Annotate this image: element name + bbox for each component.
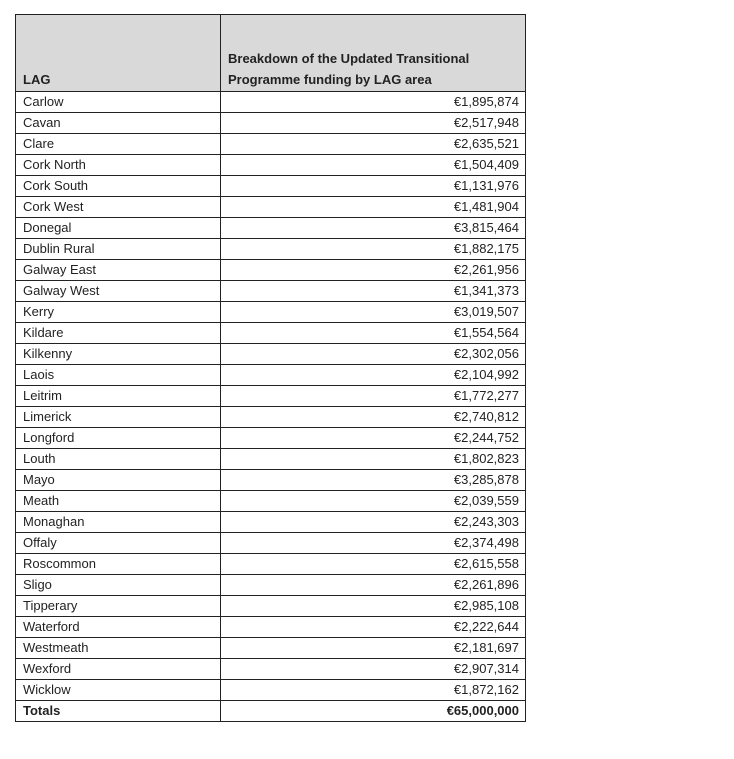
lag-name-cell: Dublin Rural [16, 239, 221, 260]
funding-amount-cell: €1,872,162 [221, 680, 526, 701]
table-row [16, 197, 526, 218]
funding-amount-cell: €1,895,874 [221, 92, 526, 113]
funding-amount-cell: €2,985,108 [221, 596, 526, 617]
funding-amount-cell: €1,131,976 [221, 176, 526, 197]
totals-label: Totals [16, 701, 221, 722]
lag-name-cell: Louth [16, 449, 221, 470]
lag-name-cell: Donegal [16, 218, 221, 239]
lag-name-cell: Galway West [16, 281, 221, 302]
totals-row [16, 701, 526, 722]
funding-amount-cell: €1,481,904 [221, 197, 526, 218]
lag-name-cell: Longford [16, 428, 221, 449]
table-row [16, 596, 526, 617]
table-row [16, 323, 526, 344]
funding-amount-cell: €2,907,314 [221, 659, 526, 680]
funding-amount-cell: €3,285,878 [221, 470, 526, 491]
lag-name-cell: Westmeath [16, 638, 221, 659]
funding-amount-cell: €1,802,823 [221, 449, 526, 470]
lag-name-cell: Mayo [16, 470, 221, 491]
lag-name-cell: Kerry [16, 302, 221, 323]
lag-name-cell: Cork South [16, 176, 221, 197]
lag-name-cell: Waterford [16, 617, 221, 638]
funding-amount-cell: €1,504,409 [221, 155, 526, 176]
table-body [16, 92, 526, 701]
totals-amount: €65,000,000 [221, 701, 526, 722]
funding-amount-cell: €2,104,992 [221, 365, 526, 386]
lag-name-cell: Wicklow [16, 680, 221, 701]
header-funding-breakdown: Breakdown of the Updated Transitional Programme funding by LAG area [221, 15, 526, 92]
table-row [16, 491, 526, 512]
funding-amount-cell: €2,615,558 [221, 554, 526, 575]
lag-name-cell: Monaghan [16, 512, 221, 533]
table-row [16, 680, 526, 701]
lag-name-cell: Cork West [16, 197, 221, 218]
funding-amount-cell: €2,261,896 [221, 575, 526, 596]
funding-amount-cell: €1,882,175 [221, 239, 526, 260]
funding-amount-cell: €2,517,948 [221, 113, 526, 134]
table-row [16, 407, 526, 428]
funding-amount-cell: €1,554,564 [221, 323, 526, 344]
lag-name-cell: Kilkenny [16, 344, 221, 365]
lag-name-cell: Roscommon [16, 554, 221, 575]
table-row [16, 575, 526, 596]
table-row [16, 302, 526, 323]
table-row [16, 155, 526, 176]
table-row [16, 470, 526, 491]
table-row [16, 113, 526, 134]
funding-amount-cell: €2,302,056 [221, 344, 526, 365]
lag-funding-table [15, 14, 526, 722]
lag-name-cell: Meath [16, 491, 221, 512]
lag-name-cell: Limerick [16, 407, 221, 428]
lag-name-cell: Galway East [16, 260, 221, 281]
funding-amount-cell: €2,244,752 [221, 428, 526, 449]
lag-name-cell: Kildare [16, 323, 221, 344]
table-row [16, 239, 526, 260]
funding-amount-cell: €2,039,559 [221, 491, 526, 512]
table-header-row [16, 15, 526, 92]
table-row [16, 176, 526, 197]
funding-amount-cell: €2,222,644 [221, 617, 526, 638]
lag-name-cell: Cork North [16, 155, 221, 176]
table-row [16, 638, 526, 659]
table-row [16, 659, 526, 680]
funding-amount-cell: €1,341,373 [221, 281, 526, 302]
funding-amount-cell: €2,261,956 [221, 260, 526, 281]
table-row [16, 386, 526, 407]
funding-amount-cell: €1,772,277 [221, 386, 526, 407]
funding-amount-cell: €2,374,498 [221, 533, 526, 554]
table-row [16, 512, 526, 533]
table-row [16, 92, 526, 113]
lag-name-cell: Sligo [16, 575, 221, 596]
lag-name-cell: Leitrim [16, 386, 221, 407]
table-row [16, 281, 526, 302]
table-row [16, 218, 526, 239]
lag-name-cell: Carlow [16, 92, 221, 113]
lag-name-cell: Wexford [16, 659, 221, 680]
table-row [16, 365, 526, 386]
table-row [16, 428, 526, 449]
funding-amount-cell: €2,181,697 [221, 638, 526, 659]
funding-amount-cell: €2,740,812 [221, 407, 526, 428]
lag-name-cell: Clare [16, 134, 221, 155]
lag-name-cell: Laois [16, 365, 221, 386]
table-row [16, 554, 526, 575]
lag-name-cell: Tipperary [16, 596, 221, 617]
table-row [16, 617, 526, 638]
table-row [16, 344, 526, 365]
table-row [16, 533, 526, 554]
funding-amount-cell: €3,815,464 [221, 218, 526, 239]
funding-amount-cell: €3,019,507 [221, 302, 526, 323]
table-row [16, 260, 526, 281]
funding-amount-cell: €2,635,521 [221, 134, 526, 155]
funding-amount-cell: €2,243,303 [221, 512, 526, 533]
lag-name-cell: Offaly [16, 533, 221, 554]
table-row [16, 449, 526, 470]
table-row [16, 134, 526, 155]
lag-name-cell: Cavan [16, 113, 221, 134]
header-lag: LAG [16, 15, 221, 92]
